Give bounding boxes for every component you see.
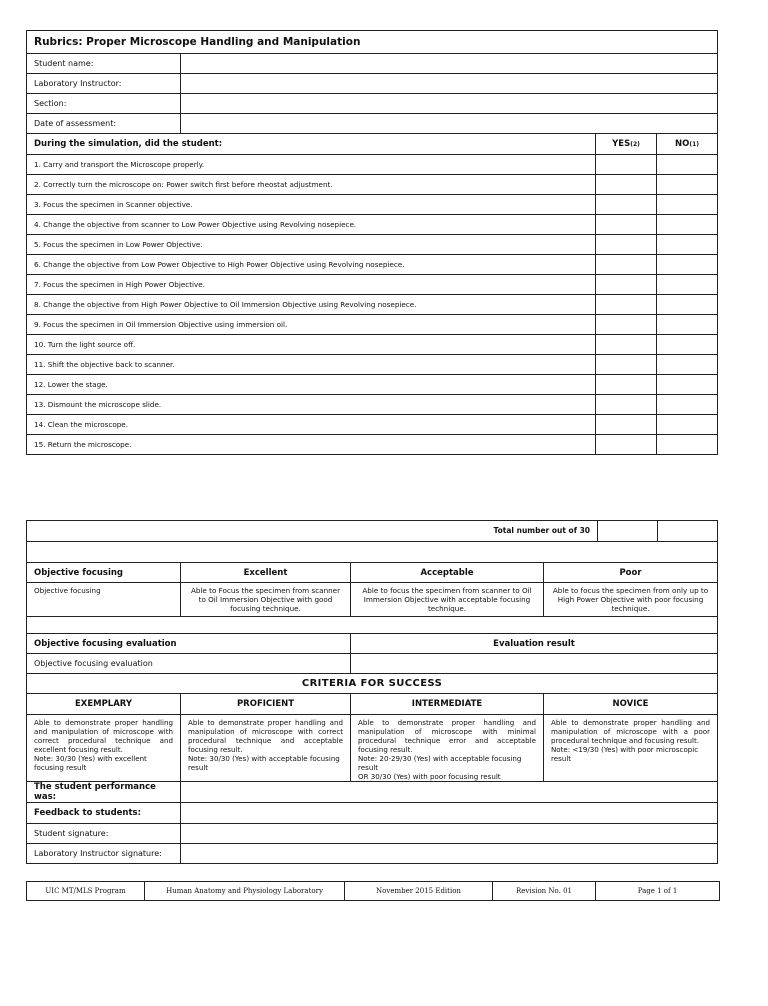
checklist-item: 12. Lower the stage. [27, 375, 596, 395]
yes-points: (2) [630, 140, 640, 148]
level-poor-header: Poor [544, 563, 718, 583]
yes-cell[interactable] [596, 155, 657, 175]
yes-cell[interactable] [596, 175, 657, 195]
evaluation-result-cell[interactable] [351, 654, 718, 674]
exemplary-text: Able to demonstrate proper handling and manipulation of microscope with correct procedural technique and excellent focusing result. [34, 718, 173, 754]
checklist-item: 3. Focus the specimen in Scanner objective. [27, 195, 596, 215]
evaluation-header: Objective focusing evaluation [27, 634, 351, 654]
footer-edition: November 2015 Edition [345, 882, 493, 901]
footer-program: UIC MT/MLS Program [27, 882, 145, 901]
no-cell[interactable] [657, 255, 718, 275]
checklist-item: 1. Carry and transport the Microscope properly. [27, 155, 596, 175]
yes-cell[interactable] [596, 415, 657, 435]
no-cell[interactable] [657, 375, 718, 395]
intermediate-description [351, 715, 544, 782]
checklist-item: 9. Focus the specimen in Oil Immersion Objective using immersion oil. [27, 315, 596, 335]
novice-description [544, 715, 718, 782]
rubric-title: Rubrics: Proper Microscope Handling and Manipulation [27, 31, 718, 54]
yes-label: YES [612, 138, 631, 149]
intermediate-note-alt: OR 30/30 (Yes) with poor focusing result [358, 772, 501, 781]
level-acceptable-header: Acceptable [351, 563, 544, 583]
total-no-cell[interactable] [658, 521, 718, 542]
section-field[interactable] [181, 94, 718, 114]
yes-cell[interactable] [596, 235, 657, 255]
student-signature-field[interactable] [181, 824, 718, 844]
yes-cell[interactable] [596, 375, 657, 395]
lab-instructor-label: Laboratory Instructor: [27, 74, 181, 94]
exemplary-note: Note: 30/30 (Yes) with excellent focusing result [34, 754, 147, 772]
level-novice: NOVICE [544, 694, 718, 715]
date-field[interactable] [181, 114, 718, 134]
evaluation-table [26, 520, 718, 864]
performance-label: The student performance was: [27, 782, 181, 803]
no-points: (1) [689, 140, 700, 148]
checklist-item: 5. Focus the specimen in Low Power Objective. [27, 235, 596, 255]
no-label: NO [675, 138, 690, 149]
exemplary-description [27, 715, 181, 782]
checklist-table [26, 30, 718, 455]
footer-page: Page 1 of 1 [596, 882, 720, 901]
footer-revision: Revision No. 01 [493, 882, 596, 901]
checklist-item: 10. Turn the light source off. [27, 335, 596, 355]
yes-cell[interactable] [596, 295, 657, 315]
no-cell[interactable] [657, 415, 718, 435]
yes-cell[interactable] [596, 195, 657, 215]
poor-description: Able to focus the specimen from only up to High Power Objective with poor focusing technique. [544, 583, 718, 617]
yes-cell[interactable] [596, 435, 657, 455]
footer-course: Human Anatomy and Physiology Laboratory [145, 882, 345, 901]
level-excellent-header: Excellent [181, 563, 351, 583]
intermediate-text: Able to demonstrate proper handling and manipulation of microscope with minimal procedural technique error and acceptable focusing result. [358, 718, 536, 754]
novice-text: Able to demonstrate proper handling and manipulation of microscope with a poor procedural technique and focusing result. [551, 718, 711, 745]
yes-cell[interactable] [596, 355, 657, 375]
yes-cell[interactable] [596, 255, 657, 275]
evaluation-result-header: Evaluation result [351, 634, 718, 654]
spacer-row [27, 542, 718, 563]
checklist-item: 2. Correctly turn the microscope on: Power switch first before rheostat adjustment. [27, 175, 596, 195]
acceptable-description: Able to focus the specimen from scanner to Oil Immersion Objective with acceptable focusing technique. [351, 583, 544, 617]
feedback-field[interactable] [181, 803, 718, 824]
total-yes-cell[interactable] [598, 521, 658, 542]
yes-column-header [596, 134, 657, 155]
criteria-title: CRITERIA FOR SUCCESS [27, 674, 718, 694]
student-name-label: Student name: [27, 54, 181, 74]
no-cell[interactable] [657, 215, 718, 235]
no-cell[interactable] [657, 355, 718, 375]
spacer-row [27, 617, 718, 634]
student-name-field[interactable] [181, 54, 718, 74]
checklist-item: 4. Change the objective from scanner to Low Power Objective using Revolving nosepiece. [27, 215, 596, 235]
checklist-item: 6. Change the objective from Low Power Objective to High Power Objective using Revolving nosepiece. [27, 255, 596, 275]
objective-header: Objective focusing [27, 563, 181, 583]
excellent-description: Able to Focus the specimen from scanner to Oil Immersion Objective with good focusing technique. [181, 583, 351, 617]
performance-field[interactable] [181, 782, 718, 803]
yes-cell[interactable] [596, 315, 657, 335]
no-cell[interactable] [657, 155, 718, 175]
no-cell[interactable] [657, 235, 718, 255]
level-intermediate: INTERMEDIATE [351, 694, 544, 715]
no-cell[interactable] [657, 315, 718, 335]
level-proficient: PROFICIENT [181, 694, 351, 715]
yes-cell[interactable] [596, 275, 657, 295]
checklist-item: 14. Clean the microscope. [27, 415, 596, 435]
no-cell[interactable] [657, 335, 718, 355]
checklist-item: 13. Dismount the microscope slide. [27, 395, 596, 415]
instructor-signature-field[interactable] [181, 844, 718, 864]
yes-cell[interactable] [596, 395, 657, 415]
checklist-question: During the simulation, did the student: [27, 134, 596, 155]
proficient-note: Note: 30/30 (Yes) with acceptable focusing result [188, 754, 340, 772]
date-label: Date of assessment: [27, 114, 181, 134]
objective-row-label: Objective focusing [27, 583, 181, 617]
intermediate-note: Note: 20-29/30 (Yes) with acceptable focusing result [358, 754, 522, 772]
checklist-item: 15. Return the microscope. [27, 435, 596, 455]
no-cell[interactable] [657, 295, 718, 315]
level-exemplary: EXEMPLARY [27, 694, 181, 715]
checklist-item: 7. Focus the specimen in High Power Objective. [27, 275, 596, 295]
instructor-signature-label: Laboratory Instructor signature: [27, 844, 181, 864]
total-label: Total number out of 30 [27, 521, 598, 542]
no-cell[interactable] [657, 175, 718, 195]
evaluation-row-label: Objective focusing evaluation [27, 654, 351, 674]
student-signature-label: Student signature: [27, 824, 181, 844]
no-cell[interactable] [657, 275, 718, 295]
no-cell[interactable] [657, 195, 718, 215]
checklist-item: 8. Change the objective from High Power Objective to Oil Immersion Objective using Revolving nosepiece. [27, 295, 596, 315]
lab-instructor-field[interactable] [181, 74, 718, 94]
yes-cell[interactable] [596, 335, 657, 355]
no-column-header [657, 134, 718, 155]
yes-cell[interactable] [596, 215, 657, 235]
no-cell[interactable] [657, 395, 718, 415]
novice-note: Note: <19/30 (Yes) with poor microscopic result [551, 745, 699, 763]
no-cell[interactable] [657, 435, 718, 455]
proficient-description [181, 715, 351, 782]
checklist-item: 11. Shift the objective back to scanner. [27, 355, 596, 375]
proficient-text: Able to demonstrate proper handling and manipulation of microscope with correct procedural technique and acceptable focusing result. [188, 718, 343, 754]
feedback-label: Feedback to students: [27, 803, 181, 824]
page-footer [26, 881, 720, 901]
section-label: Section: [27, 94, 181, 114]
